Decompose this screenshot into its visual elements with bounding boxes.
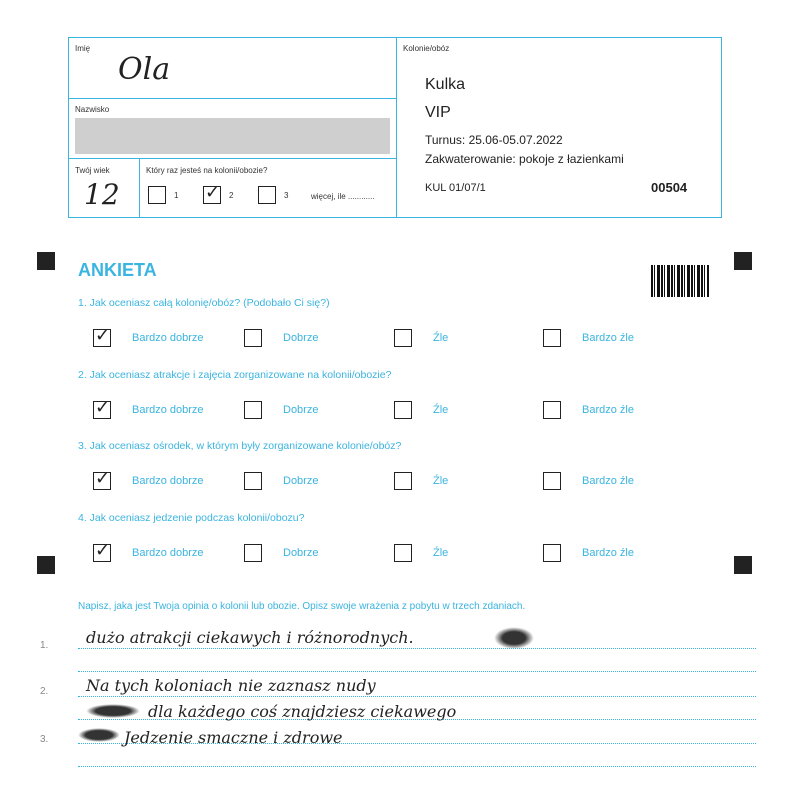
answer-text[interactable]: Na tych koloniach nie zaznasz nudy [86,676,376,695]
registration-marker [734,556,752,574]
rating-option-label: Dobrze [283,547,319,559]
rating-checkbox[interactable] [244,401,262,419]
rating-checkbox[interactable] [543,401,561,419]
rating-checkbox[interactable] [93,472,111,490]
accommodation: Zakwaterowanie: pokoje z łazienkami [425,152,624,166]
rating-option-label: Bardzo źle [582,547,634,559]
rating-option-label: Źle [433,332,449,344]
question-text: 2. Jak oceniasz atrakcje i zajęcia zorganizowane na kolonii/obozie? [78,369,392,381]
times-option-2: 2 [229,191,234,200]
rating-checkbox[interactable] [394,544,412,562]
rating-checkbox[interactable] [394,472,412,490]
times-checkbox-1[interactable] [148,186,166,204]
name-value[interactable]: Ola [118,52,171,87]
camp-name: Kulka [425,76,466,93]
form-number: 00504 [651,180,688,195]
answer-line [78,696,756,697]
line-number: 1. [40,640,49,651]
divider [396,37,397,218]
divider [139,158,140,218]
times-checkbox-3[interactable] [258,186,276,204]
rating-option-label: Bardzo dobrze [132,332,204,344]
rating-option-label: Bardzo dobrze [132,475,204,487]
surname-redaction [75,118,390,154]
answer-line [78,766,756,767]
times-label: Który raz jesteś na kolonii/obozie? [146,166,268,175]
turnus: Turnus: 25.06-05.07.2022 [425,133,563,147]
age-value[interactable]: 12 [84,178,120,211]
answer-text[interactable]: dla każdego coś znajdziesz ciekawego [148,702,457,721]
rating-option-label: Dobrze [283,332,319,344]
rating-checkbox[interactable] [394,329,412,347]
rating-checkbox[interactable] [543,472,561,490]
answer-line [78,648,756,649]
camp-label: Kolonie/obóz [403,44,450,53]
registration-marker [37,252,55,270]
rating-option-label: Bardzo źle [582,404,634,416]
answer-text[interactable]: Jedzenie smaczne i zdrowe [124,728,343,747]
rating-option-label: Źle [433,475,449,487]
rating-option-label: Bardzo źle [582,475,634,487]
rating-option-label: Bardzo dobrze [132,404,204,416]
age-label: Twój wiek [75,166,110,175]
rating-checkbox[interactable] [244,544,262,562]
registration-marker [37,556,55,574]
rating-checkbox[interactable] [93,544,111,562]
rating-checkbox[interactable] [543,544,561,562]
camp-code: KUL 01/07/1 [425,182,486,194]
rating-checkbox[interactable] [244,472,262,490]
opinion-prompt: Napisz, jaka jest Twoja opinia o kolonii lub obozie. Opisz swoje wrażenia z pobytu w trzech zdaniach. [78,601,526,612]
rating-option-label: Źle [433,404,449,416]
times-option-3: 3 [284,191,289,200]
line-number: 3. [40,734,49,745]
rating-checkbox[interactable] [244,329,262,347]
rating-option-label: Źle [433,547,449,559]
survey-title: ANKIETA [78,260,157,280]
rating-option-label: Bardzo dobrze [132,547,204,559]
camp-type: VIP [425,104,451,121]
question-text: 1. Jak oceniasz całą kolonię/obóz? (Podobało Ci się?) [78,297,330,309]
scribble-mark [86,704,140,718]
question-text: 3. Jak oceniasz ośrodek, w którym były zorganizowane kolonie/obóz? [78,440,402,452]
line-number: 2. [40,686,49,697]
scribble-mark [78,728,120,742]
divider [68,158,397,159]
divider [68,98,397,99]
answer-line [78,671,756,672]
registration-marker [734,252,752,270]
scribble-mark [494,627,534,649]
rating-checkbox[interactable] [93,329,111,347]
surname-label: Nazwisko [75,105,110,114]
question-text: 4. Jak oceniasz jedzenie podczas kolonii/obozu? [78,512,305,524]
rating-option-label: Bardzo źle [582,332,634,344]
name-label: Imię [75,44,91,53]
rating-checkbox[interactable] [93,401,111,419]
times-checkbox-2[interactable] [203,186,221,204]
answer-text[interactable]: dużo atrakcji ciekawych i różnorodnych. [86,628,414,647]
times-more-label: więcej, ile ............ [311,192,375,201]
rating-option-label: Dobrze [283,404,319,416]
rating-checkbox[interactable] [543,329,561,347]
rating-checkbox[interactable] [394,401,412,419]
rating-option-label: Dobrze [283,475,319,487]
barcode [651,265,709,297]
times-option-1: 1 [174,191,179,200]
